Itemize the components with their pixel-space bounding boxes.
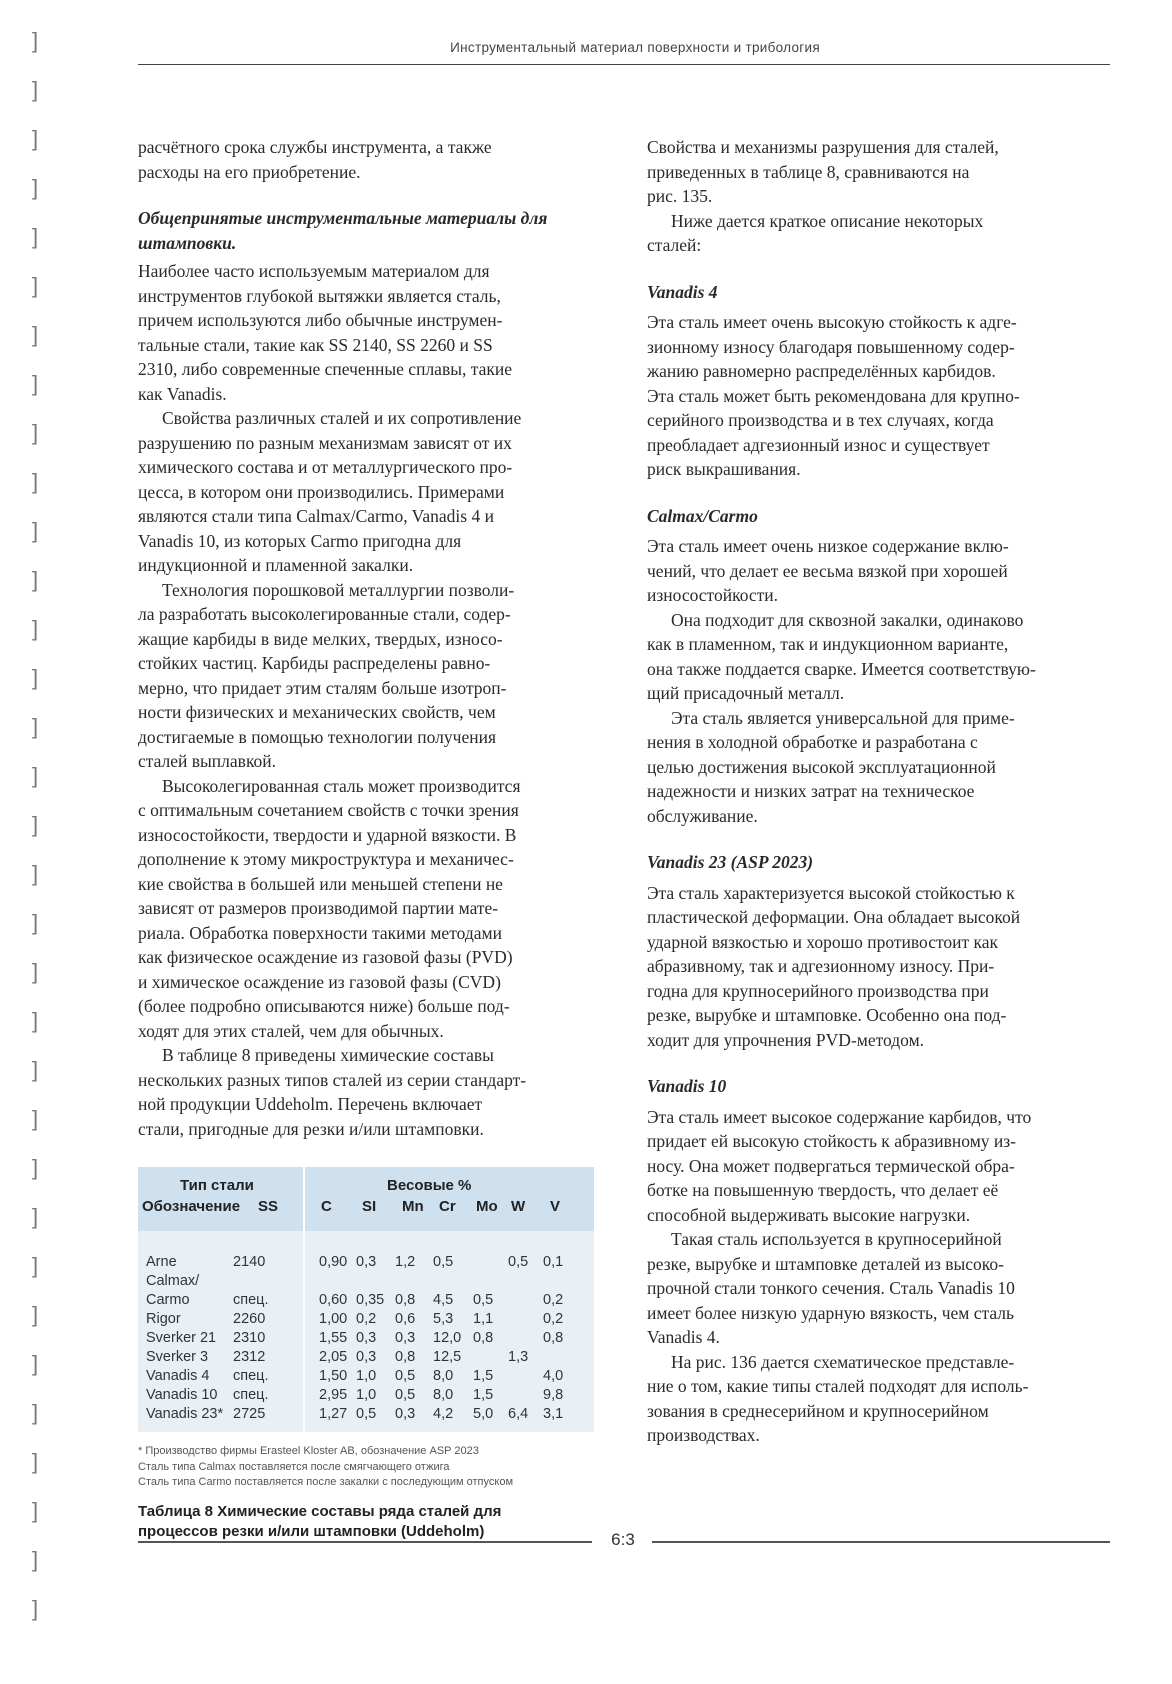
steel-heading-vanadis10: Vanadis 10 (647, 1076, 727, 1096)
table-cell-name: Sverker 3 (146, 1349, 209, 1365)
table-cell-cr: 0,5 (433, 1254, 454, 1270)
table-cell-ss: 2140 (233, 1254, 266, 1270)
binder-edge: ] ] ] ] ] ] ] ] ] ] ] ] ] ] ] ] ] ] ] ] ] ] ] ] ] ] ] ] ] ] ] ] ] (32, 28, 39, 1621)
steel-heading-calmax: Calmax/Carmo (647, 505, 758, 526)
table-cell-w: 0,5 (508, 1254, 529, 1270)
table-cell-mn: 0,8 (395, 1292, 416, 1308)
paragraph: Наиболее часто используемым материалом для инструментов глубокой вытяжки является сталь, причем используются либо обычные инструмен- тальные стали, такие как SS 2140, SS 2260 и SS 2310, либо современные спеченные сплавы, такие как Vanadis. (138, 261, 512, 404)
table-cell-ss: 2310 (233, 1330, 266, 1346)
table-cell-si: 1,0 (356, 1368, 377, 1384)
table-cell-si: 0,3 (356, 1349, 377, 1365)
col-weight-label: Весовые % (387, 1177, 472, 1194)
table-row (138, 1254, 594, 1272)
paragraph: Она подходит для сквозной закалки, одинаково как в пламенном, так и индукционном варианте, она также поддается сварке. Имеется соответствую- щий присадочный металл. (647, 609, 1036, 703)
table-cell-ss: спец. (233, 1368, 269, 1384)
col-ss-label: SS (258, 1198, 279, 1215)
table-row (138, 1311, 594, 1329)
footer-rule-right (652, 1541, 1110, 1543)
table-cell-ss: 2312 (233, 1349, 266, 1365)
table-note: Сталь типа Carmo поставляется после закалки с последующим отпуском (138, 1476, 514, 1488)
col-element-c: C (321, 1198, 332, 1215)
table-caption: Таблица 8 Химические составы ряда сталей для процессов резки и/или штамповки (Uddeholm) (138, 1503, 502, 1540)
col-element-w: W (511, 1198, 526, 1215)
table-row (138, 1406, 594, 1424)
col-designation-label: Обозначение (142, 1198, 241, 1215)
table-note: Сталь типа Calmax поставляется после смягчающего отжига (138, 1460, 450, 1473)
steel-heading-vanadis4: Vanadis 4 (647, 281, 718, 302)
paragraph: расчётного срока службы инструмента, а также расходы на его приобретение. (138, 137, 492, 182)
table-cell-mo: 1,5 (473, 1387, 494, 1403)
table-cell-v: 4,0 (543, 1368, 564, 1384)
table-cell-v: 0,2 (543, 1311, 564, 1327)
table-cell-mn: 0,6 (395, 1311, 416, 1327)
table-cell-ss: 2725 (233, 1406, 266, 1422)
table-cell-cr: 5,3 (433, 1311, 454, 1327)
table-cell-c: 2,05 (319, 1349, 348, 1365)
table-cell-cr: 12,0 (433, 1330, 462, 1346)
header-title: Инструментальный материал поверхности и трибология (450, 40, 820, 55)
left-column (138, 135, 594, 1141)
table-cell-ss: спец. (233, 1387, 269, 1403)
table-row (138, 1292, 594, 1310)
table-cell-c: 2,95 (319, 1387, 348, 1403)
section-heading: Общепринятые инструментальные материалы для штамповки. (138, 208, 548, 253)
table-cell-c: 1,50 (319, 1368, 348, 1384)
table-cell-cr: 12,5 (433, 1349, 462, 1365)
col-element-mn: Mn (402, 1198, 424, 1215)
table-cell-c: 0,60 (319, 1292, 348, 1308)
table-cell-v: 3,1 (543, 1406, 564, 1422)
table-cell-mn: 0,3 (395, 1330, 416, 1346)
table-cell-mn: 0,8 (395, 1349, 416, 1365)
table-cell-mn: 1,2 (395, 1254, 416, 1270)
table-cell-mo: 0,8 (473, 1330, 494, 1346)
table-header (138, 1167, 594, 1231)
table-cell-cr: 8,0 (433, 1368, 454, 1384)
paragraph: Эта сталь имеет очень высокую стойкость к адге- зионному износу благодаря повышенному содер- жанию равномерно распределённых карбидов. Эта сталь может быть рекомендована для крупно- серийного производства и в тех случаях, когда преобладает адгезионный износ и существует риск выкрашивания. (647, 312, 1020, 479)
table-cell-c: 1,55 (319, 1330, 348, 1346)
table-cell-mo: 5,0 (473, 1406, 494, 1422)
table-cell-name: Carmo (146, 1292, 190, 1308)
paragraph: Эта сталь имеет высокое содержание карбидов, что придает ей высокую стойкость к абразивному из- носу. Она может подвергаться термической обра- ботке на повышенную твердость, что делает её способной выдерживать высокие нагрузки. (647, 1106, 1032, 1225)
paragraph: Свойства различных сталей и их сопротивление разрушению по разным механизмам зависят от их химического состава и от металлургического про- цесса, в котором они производились. Примерами являются стали типа Calmax/Carmo, Vanadis 4 и Vanadis 10, из которых Carmo пригодна для индукционной и пламенной закалки. (138, 408, 522, 575)
table-cell-name: Sverker 21 (146, 1330, 217, 1346)
table-cell-si: 0,3 (356, 1330, 377, 1346)
right-column (647, 135, 1109, 1448)
paragraph: Ниже дается краткое описание некоторых сталей: (647, 210, 984, 255)
table-cell-v: 0,1 (543, 1254, 564, 1270)
table-cell-si: 0,3 (356, 1254, 377, 1270)
table-cell-si: 1,0 (356, 1387, 377, 1403)
col-element-si: SI (362, 1198, 377, 1215)
table-row (138, 1349, 594, 1367)
running-header (138, 34, 1110, 65)
col-type-label: Тип стали (180, 1177, 254, 1194)
paragraph: Высоколегированная сталь может производится с оптимальным сочетанием свойств с точки зрения износостойкости, твердости и ударной вязкости. В дополнение к этому микроструктура и механичес- кие свойства в большей или меньшей степени не зависят от размеров производимой партии мате- риала. Обработка поверхности такими методами как физическое осаждение из газовой фазы (PVD) и химическое осаждение из газовой фазы (CVD) (более подробно описываются ниже) больше под- ходят для этих сталей, чем для обычных. (138, 775, 521, 1041)
table-cell-cr: 8,0 (433, 1387, 454, 1403)
table-cell-v: 9,8 (543, 1387, 564, 1403)
table-cell-mo: 0,5 (473, 1292, 494, 1308)
table-row (138, 1273, 594, 1291)
table-cell-w: 1,3 (508, 1349, 529, 1365)
table-cell-name: Rigor (146, 1311, 181, 1327)
paragraph: На рис. 136 дается схематическое представле- ние о том, какие типы сталей подходят для исполь- зования в среднесерийном и крупносерийном производствах. (647, 1351, 1029, 1445)
table-row (138, 1387, 594, 1405)
table-row (138, 1330, 594, 1348)
steel-composition-table (138, 1167, 594, 1432)
table-cell-ss: спец. (233, 1292, 269, 1308)
paragraph: Эта сталь характеризуется высокой стойкостью к пластической деформации. Она обладает высокой ударной вязкостью и хорошо противостоит как абразивному, так и адгезионному износу. При- годна для крупносерийного производства при резке, вырубке и штамповке. Особенно она под- ходит для упрочнения PVD-методом. (647, 882, 1021, 1050)
table-cell-name: Vanadis 10 (146, 1387, 218, 1403)
table-row (138, 1368, 594, 1386)
table-notes (138, 1444, 594, 1491)
paragraph: В таблице 8 приведены химические составы нескольких разных типов сталей из серии стандарт- ной продукции Uddeholm. Перечень включает стали, пригодные для резки и/или штамповки. (138, 1045, 527, 1139)
table-cell-si: 0,35 (356, 1292, 385, 1308)
table-cell-mn: 0,3 (395, 1406, 416, 1422)
table-note: * Производство фирмы Erasteel Kloster AB, обозначение ASP 2023 (138, 1445, 479, 1457)
table-cell-c: 0,90 (319, 1254, 348, 1270)
table-cell-name: Vanadis 23* (146, 1406, 224, 1422)
table-cell-mo: 1,5 (473, 1368, 494, 1384)
table-cell-cr: 4,5 (433, 1292, 454, 1308)
paragraph: Свойства и механизмы разрушения для сталей, приведенных в таблице 8, сравниваются на рис. 135. (647, 137, 999, 206)
page-number: 6:3 (611, 1530, 635, 1549)
table-cell-name: Arne (146, 1254, 177, 1270)
table-cell-si: 0,2 (356, 1311, 377, 1327)
table-cell-mn: 0,5 (395, 1368, 416, 1384)
table-cell-v: 0,8 (543, 1330, 564, 1346)
table-cell-mn: 0,5 (395, 1387, 416, 1403)
table-cell-name: Calmax/ (146, 1273, 200, 1289)
paragraph: Технология порошковой металлургии позволи- ла разработать высоколегированные стали, содер- жащие карбиды в виде мелких, твердых, износо- стойких частиц. Карбиды распределены равно- мерно, что придает этим сталям больше изотроп- ности физических и механических свойств, чем достигаемые в помощью технологии получения сталей выплавкой. (138, 579, 515, 771)
paragraph: Эта сталь имеет очень низкое содержание вклю- чений, что делает ее весьма вязкой при хорошей износостойкости. (647, 536, 1009, 605)
table-cell-name: Vanadis 4 (146, 1368, 210, 1384)
table-cell-v: 0,2 (543, 1292, 564, 1308)
table-cell-ss: 2260 (233, 1311, 266, 1327)
col-element-cr: Cr (439, 1198, 456, 1215)
col-element-mo: Mo (476, 1198, 498, 1215)
table-cell-si: 0,5 (356, 1406, 377, 1422)
paragraph: Такая сталь используется в крупносерийной резке, вырубке и штамповке деталей из высоко- прочной стали тонкого сечения. Сталь Vanadis 10 имеет более низкую ударную вязкость, чем сталь Vanadis 4. (647, 1229, 1015, 1347)
table-cell-w: 6,4 (508, 1406, 529, 1422)
table-cell-cr: 4,2 (433, 1406, 454, 1422)
table-cell-c: 1,27 (319, 1406, 348, 1422)
steel-heading-vanadis23: Vanadis 23 (ASP 2023) (647, 852, 814, 872)
footer-rule-left (138, 1541, 592, 1543)
table-cell-mo: 1,1 (473, 1311, 494, 1327)
col-element-v: V (550, 1198, 561, 1215)
paragraph: Эта сталь является универсальной для приме- нения в холодной обработке и разработана с целью достижения высокой эксплуатационной надежности и низких затрат на техническое обслуживание. (647, 707, 1015, 826)
table-cell-c: 1,00 (319, 1311, 348, 1327)
